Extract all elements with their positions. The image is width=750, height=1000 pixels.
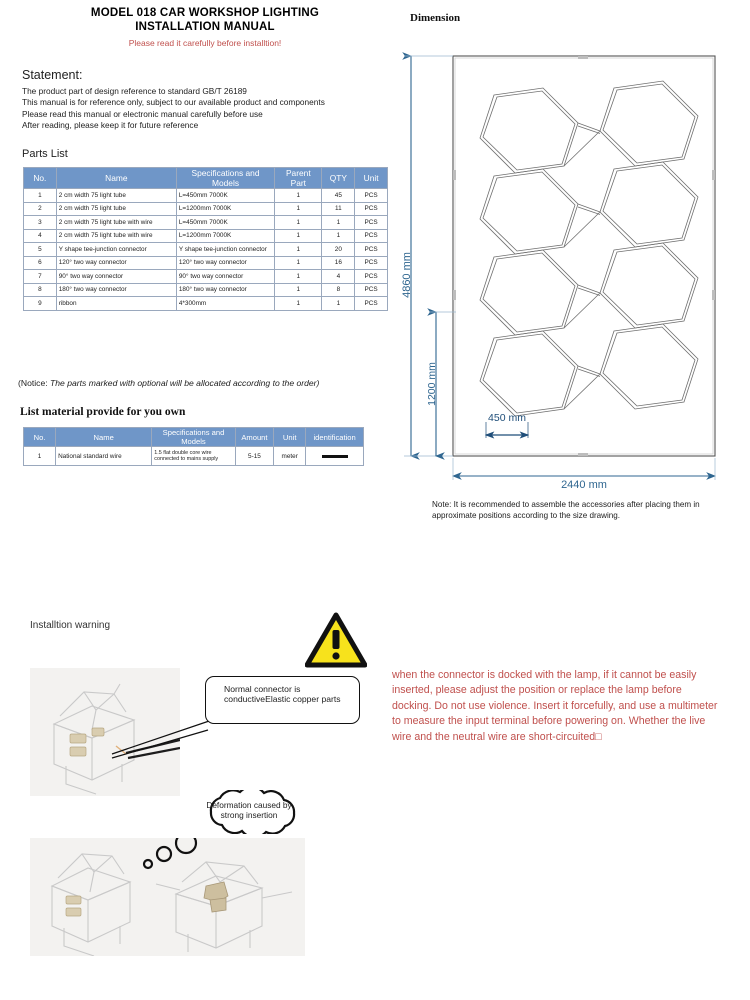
cell-spec-line-2: connected to mains supply bbox=[154, 456, 219, 462]
cell-spec: 90° two way connector bbox=[176, 270, 274, 284]
cell-parent-part: 1 bbox=[275, 189, 322, 203]
cell-unit: PCS bbox=[355, 256, 388, 270]
optional-parts-notice bbox=[18, 378, 398, 388]
inner-height-dimension-label: 1200 mm bbox=[426, 362, 438, 406]
cell-spec-line-1: 1.5 flat double core wire bbox=[154, 449, 212, 456]
cell-parent-part: 1 bbox=[275, 283, 322, 297]
cell-name: National standard wire bbox=[56, 447, 152, 466]
hex-width-dimension-label: 450 mm bbox=[488, 412, 526, 424]
cell-unit: PCS bbox=[355, 270, 388, 284]
table-row bbox=[24, 256, 388, 270]
column-header-name: Name bbox=[56, 428, 152, 447]
cell-parent-part: 1 bbox=[275, 297, 322, 311]
cell-no: 9 bbox=[24, 297, 57, 311]
cell-qty: 4 bbox=[322, 270, 355, 284]
page-subtitle: Please read it carefully before installtion! bbox=[128, 38, 282, 48]
cell-qty: 1 bbox=[322, 297, 355, 311]
cell-spec: L=1200mm 7000K bbox=[176, 202, 274, 216]
column-header-qty: QTY bbox=[322, 168, 355, 189]
cell-spec: 120° two way connector bbox=[176, 256, 274, 270]
statement-line: The product part of design reference to standard GB/T 26189 bbox=[22, 86, 247, 96]
cell-parent-part: 1 bbox=[275, 229, 322, 243]
dimension-note: Note: It is recommended to assemble the accessories after placing them in approximate positions according to the size drawing. bbox=[432, 500, 700, 520]
cell-parent-part: 1 bbox=[275, 270, 322, 284]
column-header-no: No. bbox=[24, 428, 56, 447]
cell-unit: PCS bbox=[355, 297, 388, 311]
cell-spec: L=450mm 7000K bbox=[176, 216, 274, 230]
installation-warning-heading: Installtion warning bbox=[30, 620, 111, 631]
column-header-identification: identification bbox=[306, 428, 364, 447]
table-row bbox=[24, 297, 388, 311]
cell-qty: 16 bbox=[322, 256, 355, 270]
cell-no: 8 bbox=[24, 283, 57, 297]
notice-lead: (Notice: bbox=[18, 378, 50, 388]
cell-unit: meter bbox=[274, 447, 306, 466]
title-line-2: INSTALLATION MANUAL bbox=[135, 21, 275, 33]
cell-qty: 8 bbox=[322, 283, 355, 297]
dimension-drawing bbox=[398, 50, 748, 490]
cell-spec bbox=[152, 447, 235, 466]
cell-parent-part: 1 bbox=[275, 216, 322, 230]
page-title bbox=[20, 6, 390, 34]
cell-name: 180° two way connector bbox=[56, 283, 176, 297]
cell-name: 120° two way connector bbox=[56, 256, 176, 270]
cell-unit: PCS bbox=[355, 216, 388, 230]
cell-spec: 4*300mm bbox=[176, 297, 274, 311]
cell-unit: PCS bbox=[355, 202, 388, 216]
table-row bbox=[24, 270, 388, 284]
table-row bbox=[24, 283, 388, 297]
cell-unit: PCS bbox=[355, 189, 388, 203]
cell-no: 4 bbox=[24, 229, 57, 243]
cell-qty: 1 bbox=[322, 216, 355, 230]
cell-spec: L=1200mm 7000K bbox=[176, 229, 274, 243]
statement-line: Please read this manual or electronic manual carefully before use bbox=[22, 108, 263, 119]
table-row bbox=[24, 447, 364, 466]
height-dimension-label: 4860 mm bbox=[401, 252, 413, 298]
cell-name: 2 cm width 75 light tube with wire bbox=[56, 229, 176, 243]
cell-name: 90° two way connector bbox=[56, 270, 176, 284]
installation-warning-paragraph: when the connector is docked with the lamp, if it cannot be easily inserted, please adjust the position or replace the lamp before docking. Do not use violence. Insert it forcefully, and use a multimeter to measure the input terminal before powering on. Whether the live wire and the neutral wire are short-circuited□ bbox=[392, 669, 718, 743]
column-header-spec: Specifications and Models bbox=[176, 168, 274, 189]
table-row bbox=[24, 202, 388, 216]
statement-body bbox=[22, 86, 390, 132]
parts-list-table bbox=[23, 167, 388, 311]
statement-heading: Statement: bbox=[22, 68, 83, 82]
table-header-row bbox=[24, 428, 364, 447]
cell-qty: 45 bbox=[322, 189, 355, 203]
cell-no: 3 bbox=[24, 216, 57, 230]
dimension-heading: Dimension bbox=[410, 12, 461, 24]
cell-no: 6 bbox=[24, 256, 57, 270]
column-header-amount: Amount bbox=[235, 428, 273, 447]
connector-photo-deformed bbox=[30, 838, 305, 956]
table-header-row bbox=[24, 168, 388, 189]
cell-name: ribbon bbox=[56, 297, 176, 311]
bubble-deformation-text: Deformation caused by strong insertion bbox=[206, 800, 292, 821]
cell-unit: PCS bbox=[355, 243, 388, 257]
width-dimension-label: 2440 mm bbox=[561, 479, 607, 490]
column-header-unit: Unit bbox=[355, 168, 388, 189]
statement-line: This manual is for reference only, subject to our available product and components bbox=[22, 97, 325, 108]
own-material-table bbox=[23, 427, 364, 466]
cell-qty: 11 bbox=[322, 202, 355, 216]
statement-line: After reading, please keep it for future reference bbox=[22, 120, 199, 131]
cell-no: 1 bbox=[24, 189, 57, 203]
own-material-heading: List material provide for you own bbox=[20, 406, 186, 418]
wire-symbol-icon bbox=[322, 455, 348, 458]
cell-unit: PCS bbox=[355, 283, 388, 297]
warning-triangle-icon bbox=[305, 612, 367, 668]
cell-spec: L=450mm 7000K bbox=[176, 189, 274, 203]
table-row bbox=[24, 189, 388, 203]
column-header-name: Name bbox=[56, 168, 176, 189]
cell-name: 2 cm width 75 light tube bbox=[56, 202, 176, 216]
column-header-spec: Specifications and Models bbox=[152, 428, 235, 447]
cell-qty: 20 bbox=[322, 243, 355, 257]
cell-parent-part: 1 bbox=[275, 243, 322, 257]
cell-spec: Y shape tee-junction connector bbox=[176, 243, 274, 257]
column-header-parent-part: Parent Part bbox=[275, 168, 322, 189]
notice-text: The parts marked with optional will be allocated according to the order) bbox=[50, 378, 320, 388]
column-header-no: No. bbox=[24, 168, 57, 189]
table-row bbox=[24, 229, 388, 243]
cell-amount: 5-15 bbox=[235, 447, 273, 466]
cell-name: 2 cm width 75 light tube with wire bbox=[56, 216, 176, 230]
cell-spec: 180° two way connector bbox=[176, 283, 274, 297]
column-header-unit: Unit bbox=[274, 428, 306, 447]
callout-normal-connector: Normal connector is conductiveElastic copper parts bbox=[205, 676, 360, 724]
cell-qty: 1 bbox=[322, 229, 355, 243]
cell-no: 7 bbox=[24, 270, 57, 284]
cell-parent-part: 1 bbox=[275, 202, 322, 216]
cell-name: Y shape tee-junction connector bbox=[56, 243, 176, 257]
cell-parent-part: 1 bbox=[275, 256, 322, 270]
parts-list-heading: Parts List bbox=[22, 148, 68, 160]
cell-no: 5 bbox=[24, 243, 57, 257]
cell-unit: PCS bbox=[355, 229, 388, 243]
table-row bbox=[24, 216, 388, 230]
table-row bbox=[24, 243, 388, 257]
cell-name: 2 cm width 75 light tube bbox=[56, 189, 176, 203]
cell-identification bbox=[306, 447, 364, 466]
cell-no: 2 bbox=[24, 202, 57, 216]
title-line-1: MODEL 018 CAR WORKSHOP LIGHTING bbox=[90, 7, 320, 19]
cell-no: 1 bbox=[24, 447, 56, 466]
callout-leader-line bbox=[110, 716, 220, 760]
